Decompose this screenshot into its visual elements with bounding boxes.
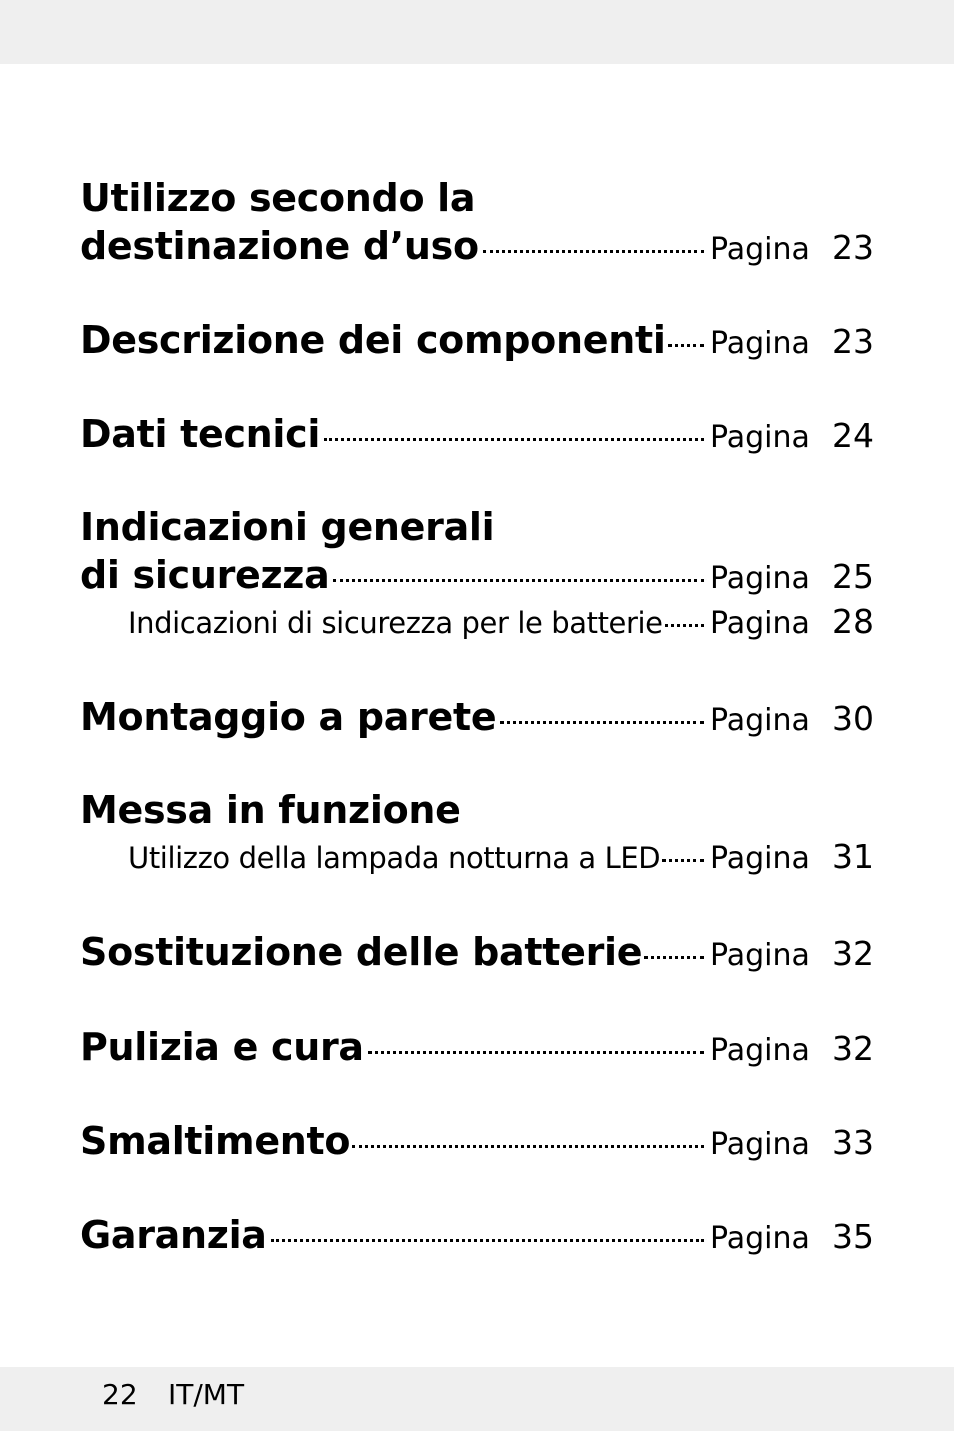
toc-entry[interactable] <box>80 1025 874 1073</box>
page-label: Pagina <box>710 606 810 641</box>
page-label: Pagina <box>710 326 810 361</box>
page-number: 25 <box>832 557 874 596</box>
toc-entry-title: Indicazioni generali <box>80 505 495 549</box>
page-label: Pagina <box>710 1033 810 1068</box>
page-number: 31 <box>832 837 874 876</box>
toc-entry[interactable] <box>80 930 874 978</box>
toc-entry[interactable] <box>80 224 874 272</box>
toc-entry-title: Dati tecnici <box>80 412 321 456</box>
page-number: 30 <box>832 699 874 738</box>
toc-entry[interactable] <box>80 1213 874 1261</box>
toc-subentry-title: Indicazioni di sicurezza per le batterie <box>128 606 663 640</box>
toc-subentry-title: Utilizzo della lampada notturna a LED <box>128 841 661 875</box>
toc-entry-title: Messa in funzione <box>80 788 461 832</box>
toc-entry-title: Utilizzo secondo la <box>80 176 476 220</box>
toc-entry-title: Montaggio a parete <box>80 695 497 739</box>
toc-entry-title-line <box>80 176 874 224</box>
dot-leader <box>271 1239 704 1242</box>
toc-entry[interactable] <box>80 1119 874 1167</box>
toc-entry-title: di sicurezza <box>80 553 330 597</box>
footer-page-number: 22 <box>102 1378 138 1411</box>
page-label: Pagina <box>710 1221 810 1256</box>
page-number: 35 <box>832 1217 874 1256</box>
toc-entry-title-line <box>80 788 874 836</box>
page-number: 33 <box>832 1123 874 1162</box>
toc-entry-title: destinazione d’uso <box>80 224 479 268</box>
page-label: Pagina <box>710 420 810 455</box>
dot-leader <box>644 956 704 959</box>
dot-leader <box>500 721 704 724</box>
toc-entry[interactable] <box>80 695 874 743</box>
page-number: 23 <box>832 228 874 267</box>
footer-language-code: IT/MT <box>168 1378 245 1411</box>
toc-entry-title: Sostituzione delle batterie <box>80 930 643 974</box>
dot-leader <box>333 579 704 582</box>
dot-leader <box>665 624 704 627</box>
page-label: Pagina <box>710 561 810 596</box>
toc-entry[interactable] <box>80 318 874 366</box>
page-number: 24 <box>832 416 874 455</box>
toc-entry-title: Pulizia e cura <box>80 1025 364 1069</box>
page-label: Pagina <box>710 232 810 267</box>
page-label: Pagina <box>710 703 810 738</box>
dot-leader <box>368 1051 704 1054</box>
footer-band <box>0 1367 954 1431</box>
page-number: 32 <box>832 934 874 973</box>
page-number: 28 <box>832 602 874 641</box>
page-label: Pagina <box>710 938 810 973</box>
dot-leader <box>324 438 704 441</box>
page-label: Pagina <box>710 841 810 876</box>
dot-leader <box>352 1145 704 1148</box>
toc-subentry[interactable] <box>128 602 874 650</box>
toc-entry-title: Descrizione dei componenti <box>80 318 666 362</box>
dot-leader <box>662 859 704 862</box>
dot-leader <box>668 344 704 347</box>
toc-entry[interactable] <box>80 553 874 601</box>
toc-entry-title: Smaltimento <box>80 1119 351 1163</box>
toc-entry[interactable] <box>80 412 874 460</box>
page-number: 23 <box>832 322 874 361</box>
page-label: Pagina <box>710 1127 810 1162</box>
toc-entry-title-line <box>80 505 874 553</box>
page-number: 32 <box>832 1029 874 1068</box>
dot-leader <box>483 250 704 253</box>
toc-subentry[interactable] <box>128 837 874 885</box>
toc-entry-title: Garanzia <box>80 1213 267 1257</box>
